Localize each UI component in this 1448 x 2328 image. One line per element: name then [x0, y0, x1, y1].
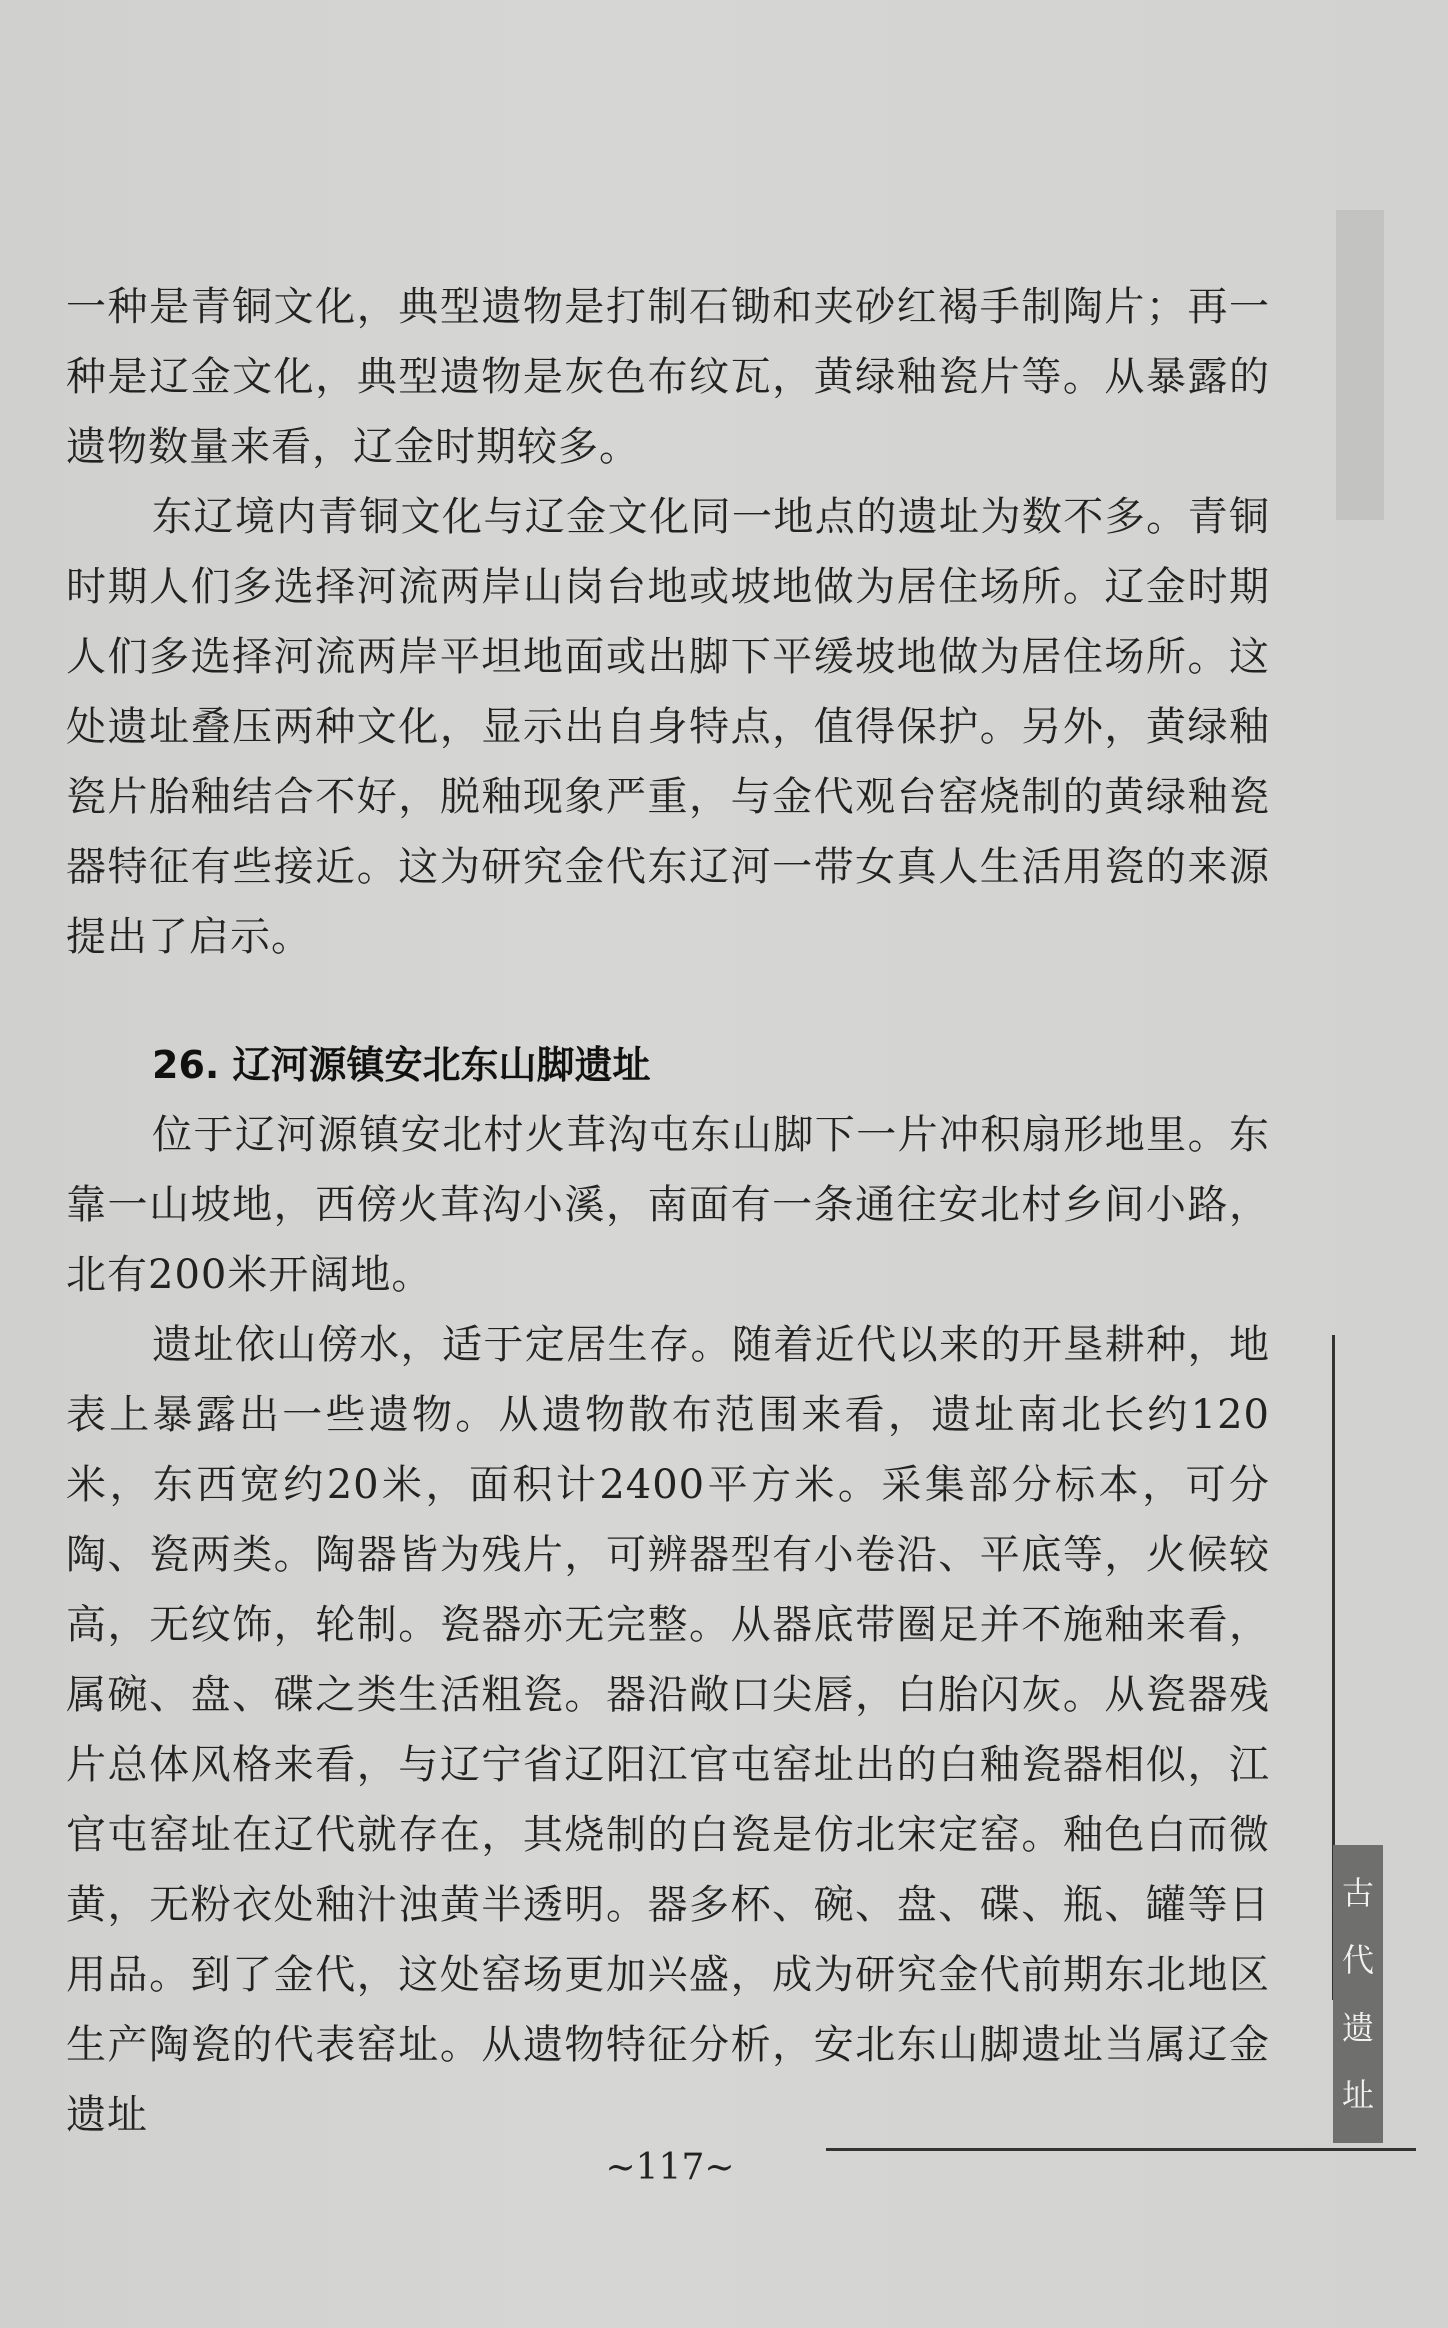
- bleed-through-tab: [1336, 210, 1384, 520]
- section-heading: 26. 辽河源镇安北东山脚遗址: [152, 1043, 651, 1087]
- paragraph: 一种是青铜文化，典型遗物是打制石锄和夹砂红褐手制陶片；再一种是辽金文化，典型遗物是灰色布纹瓦，黄绿釉瓷片等。从暴露的遗物数量来看，辽金时期较多。: [66, 284, 1270, 470]
- body-text: [66, 272, 1270, 2150]
- side-tab-char: 代: [1341, 1941, 1374, 1980]
- side-tab-char: 遗: [1341, 2008, 1374, 2047]
- paragraph: 遗址依山傍水，适于定居生存。随着近代以来的开垦耕种，地表上暴露出一些遗物。从遗物散布范围来看，遗址南北长约120米，东西宽约20米，面积计2400平方米。采集部分标本，可分陶、瓷两类。陶器皆为残片，可辨器型有小卷沿、平底等，火候较高，无纹饰，轮制。瓷器亦无完整。从器底带圈足并不施釉来看，属碗、盘、碟之类生活粗瓷。器沿敞口尖唇，白胎闪灰。从瓷器残片总体风格来看，与辽宁省辽阳江官屯窑址出的白釉瓷器相似，江官屯窑址在辽代就存在，其烧制的白瓷是仿北宋定窑。釉色白而微黄，无粉衣处釉汁浊黄半透明。器多杯、碗、盘、碟、瓶、罐等日用品。到了金代，这处窑场更加兴盛，成为研究金代前期东北地区生产陶瓷的代表窑址。从遗物特征分析，安北东山脚遗址当属辽金遗址: [66, 1322, 1270, 2138]
- paragraph: 东辽境内青铜文化与辽金文化同一地点的遗址为数不多。青铜时期人们多选择河流两岸山岗台地或坡地做为居住场所。辽金时期人们多选择河流两岸平坦地面或出脚下平缓坡地做为居住场所。这处遗址叠压两种文化，显示出自身特点，值得保护。另外，黄绿釉瓷片胎釉结合不好，脱釉现象严重，与金代观台窑烧制的黄绿釉瓷器特征有些接近。这为研究金代东辽河一带女真人生活用瓷的来源提出了启示。: [66, 494, 1270, 960]
- paragraph: 位于辽河源镇安北村火茸沟屯东山脚下一片冲积扇形地里。东靠一山坡地，西傍火茸沟小溪，南面有一条通往安北村乡间小路，北有200米开阔地。: [66, 1112, 1270, 1298]
- chapter-side-tab: [1333, 1845, 1383, 2143]
- side-tab-char: 址: [1341, 2076, 1374, 2115]
- footer-rule: [826, 2148, 1416, 2151]
- side-tab-char: 古: [1341, 1873, 1374, 1912]
- page-number: ~117~: [605, 2147, 735, 2188]
